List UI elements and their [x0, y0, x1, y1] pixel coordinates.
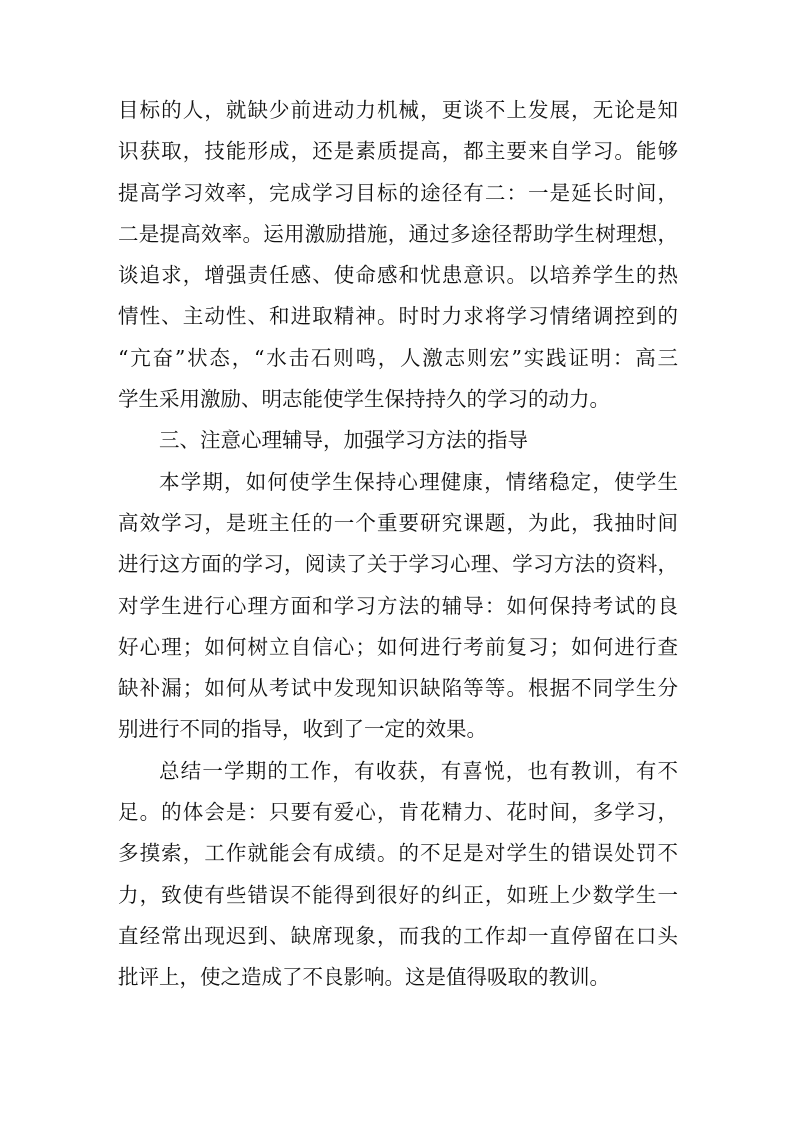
- text-line: 目标的人，就缺少前进动力机械，更谈不上发展，无论是知: [118, 98, 678, 122]
- section-heading: 三、注意心理辅导，加强学习方法的指导: [159, 428, 528, 453]
- text-line: 批评上，使之造成了不良影响。这是值得吸取的教训。: [118, 965, 610, 990]
- text-line: 多摸索，工作就能会有成绩。的不足是对学生的错误处罚不: [118, 841, 678, 866]
- text-line: 总结一学期的工作，有收获，有喜悦，也有教训，有不: [159, 758, 678, 783]
- text-line: 提高学习效率，完成学习目标的途径有二：一是延长时间，: [118, 180, 678, 205]
- text-line: 识获取，技能形成，还是素质提高，都主要来自学习。能够: [118, 139, 678, 164]
- text-line: 对学生进行心理方面和学习方法的辅导：如何保持考试的良: [118, 593, 678, 618]
- text-line: 本学期，如何使学生保持心理健康，情绪稳定，使学生: [159, 469, 678, 494]
- text-line: 直经常出现迟到、缺席现象，而我的工作却一直停留在口头: [118, 923, 678, 948]
- text-line: 情性、主动性、和进取精神。时时力求将学习情绪调控到的: [118, 304, 678, 329]
- text-line: 进行这方面的学习，阅读了关于学习心理、学习方法的资料，: [118, 552, 678, 577]
- text-line: 学生采用激励、明志能使学生保持持久的学习的动力。: [118, 387, 610, 412]
- text-line: 别进行不同的指导，收到了一定的效果。: [118, 717, 487, 742]
- body-text: [118, 90, 678, 999]
- text-line: 二是提高效率。运用激励措施，通过多途径帮助学生树理想，: [118, 221, 678, 246]
- text-line: 高效学习，是班主任的一个重要研究课题，为此，我抽时间: [118, 510, 678, 535]
- text-line: “亢奋”状态，“水击石则鸣，人激志则宏”实践证明：高三: [118, 345, 678, 370]
- text-line: 力，致使有些错误不能得到很好的纠正，如班上少数学生一: [118, 882, 678, 907]
- text-line: 谈追求，增强责任感、使命感和忧患意识。以培养学生的热: [118, 263, 678, 288]
- text-line: 缺补漏；如何从考试中发现知识缺陷等等。根据不同学生分: [118, 676, 678, 701]
- text-line: 好心理；如何树立自信心；如何进行考前复习；如何进行查: [118, 634, 678, 659]
- text-line: 足。的体会是：只要有爱心，肯花精力、花时间，多学习，: [118, 800, 678, 825]
